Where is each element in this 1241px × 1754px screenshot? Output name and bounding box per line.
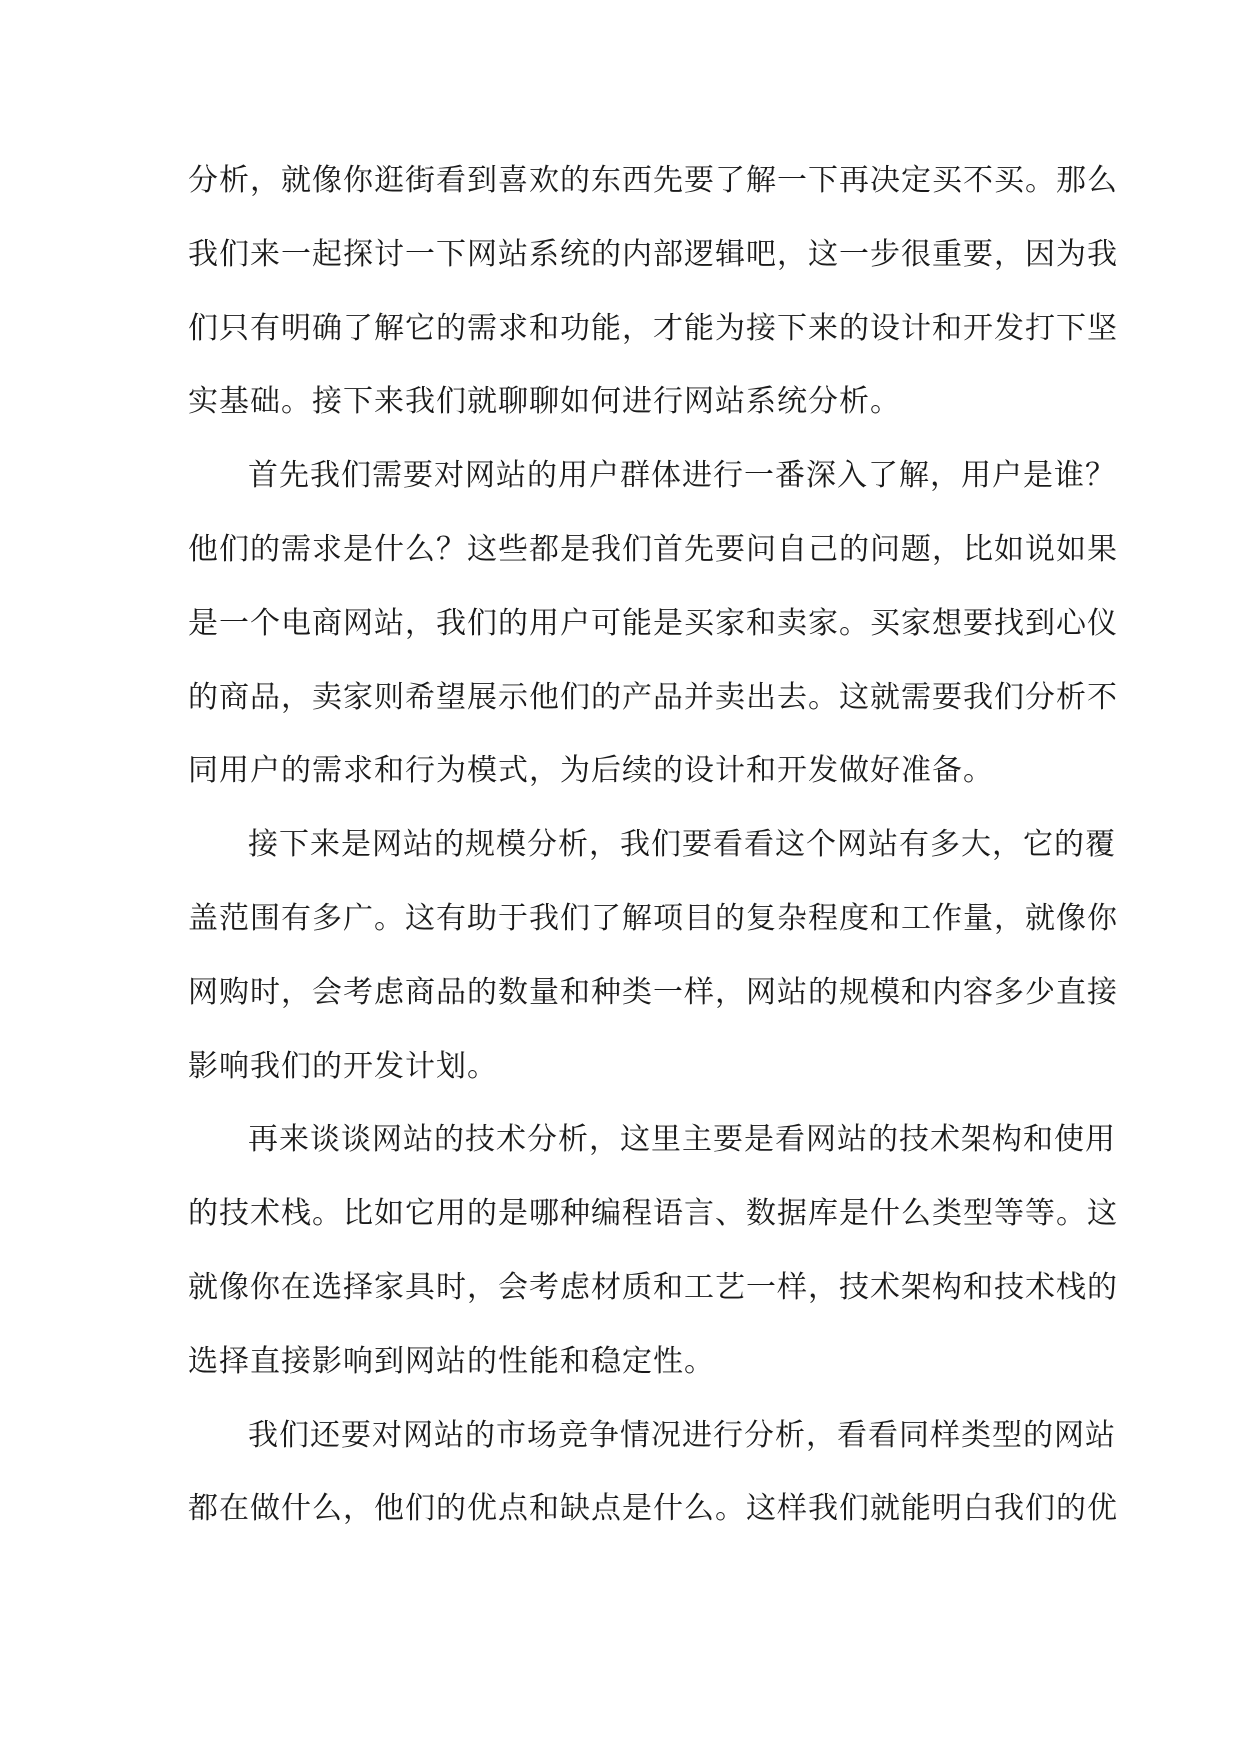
paragraph-line: 同用户的需求和行为模式，为后续的设计和开发做好准备。 [188,753,994,789]
paragraph-line: 分析，就像你逛街看到喜欢的东西先要了解一下再决定买不买。那么 [188,163,1118,198]
paragraph-line: 选择直接影响到网站的性能和稳定性。 [188,1343,715,1379]
paragraph-line: 首先我们需要对网站的用户群体进行一番深入了解，用户是谁？ [248,458,1116,494]
paragraph-line: 他们的需求是什么？这些都是我们首先要问自己的问题，比如说如果 [188,531,1118,567]
paragraph-2 [188,439,1118,808]
paragraph-4 [188,1103,1118,1398]
paragraph-5 [188,1399,1118,1547]
paragraph-line: 网购时，会考虑商品的数量和种类一样，网站的规模和内容多少直接 [188,974,1118,1010]
paragraph-line: 的商品，卖家则希望展示他们的产品并卖出去。这就需要我们分析不 [188,679,1118,715]
paragraph-3 [188,808,1118,1103]
paragraph-line: 再来谈谈网站的技术分析，这里主要是看网站的技术架构和使用 [248,1122,1116,1158]
paragraph-line: 就像你在选择家具时，会考虑材质和工艺一样，技术架构和技术栈的 [188,1269,1118,1305]
document-body [188,144,1118,1546]
paragraph-1 [188,144,1118,439]
paragraph-line: 接下来是网站的规模分析，我们要看看这个网站有多大，它的覆 [248,827,1116,863]
paragraph-line: 是一个电商网站，我们的用户可能是买家和卖家。买家想要找到心仪 [188,605,1118,641]
paragraph-line: 都在做什么，他们的优点和缺点是什么。这样我们就能明白我们的优 [188,1491,1118,1527]
paragraph-line: 我们来一起探讨一下网站系统的内部逻辑吧，这一步很重要，因为我 [188,236,1118,272]
paragraph-line: 实基础。接下来我们就聊聊如何进行网站系统分析。 [188,384,901,420]
paragraph-line: 影响我们的开发计划。 [188,1048,498,1084]
paragraph-line: 的技术栈。比如它用的是哪种编程语言、数据库是什么类型等等。这 [188,1196,1118,1232]
paragraph-line: 我们还要对网站的市场竞争情况进行分析，看看同样类型的网站 [248,1417,1116,1453]
paragraph-line: 盖范围有多广。这有助于我们了解项目的复杂程度和工作量，就像你 [188,900,1118,936]
paragraph-line: 们只有明确了解它的需求和功能，才能为接下来的设计和开发打下坚 [188,310,1118,346]
